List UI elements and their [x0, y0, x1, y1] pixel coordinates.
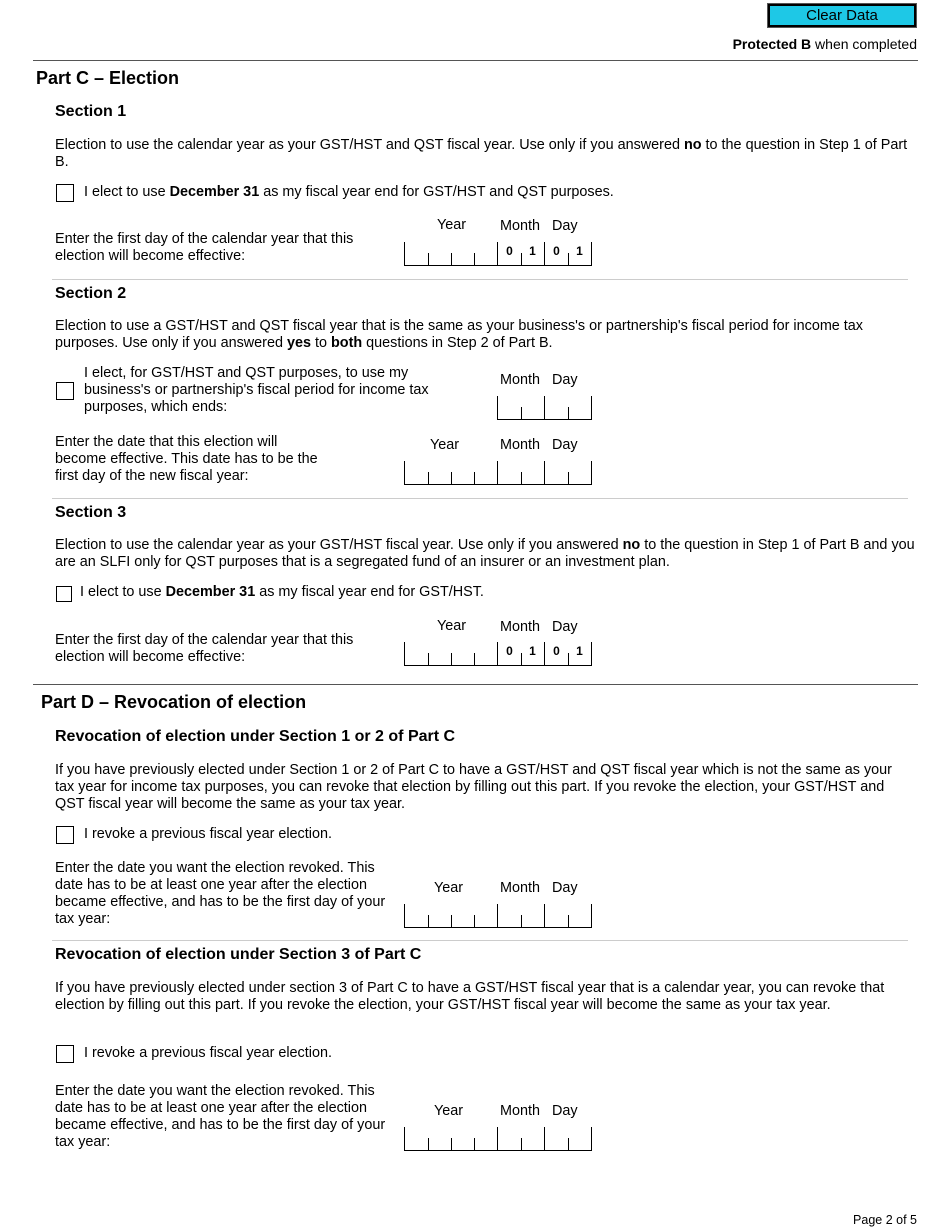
section-3-checkbox[interactable] [56, 586, 72, 602]
year-digit[interactable] [474, 904, 497, 927]
text: to the question in Step 1 of Part B and you are an SLFI only for QST purposes that is a segregated fund of an insurer or an investment plan. [55, 537, 915, 570]
year-digit[interactable] [428, 1127, 451, 1150]
month-cells [497, 904, 544, 927]
day-digit: 0 [553, 243, 560, 258]
section-1-title: Section 1 [55, 103, 127, 120]
year-digit[interactable] [474, 461, 497, 484]
year-digit[interactable] [474, 642, 497, 665]
protected-notice [733, 36, 917, 52]
text-bold: yes [286, 335, 311, 351]
section-3-checkbox-label [80, 584, 484, 601]
revocation-2-description: If you have previously elected under section 3 of Part C to have a GST/HST fiscal year that is a calendar year, you can revoke that election by filling out this part. If you revoke the election, your GST/HST fiscal year will become the same as your tax year. [55, 980, 885, 1013]
day-digit[interactable] [568, 396, 591, 419]
month-digit[interactable] [498, 461, 521, 484]
section-1-effective-date-field[interactable] [404, 242, 592, 266]
day-digit[interactable] [545, 904, 568, 927]
day-cells [544, 396, 591, 419]
month-digit: 1 [521, 242, 544, 265]
section-2-fiscal-end-field[interactable] [497, 396, 592, 420]
divider [52, 279, 908, 280]
section-1-checkbox-label [84, 184, 614, 201]
day-digit[interactable] [545, 396, 568, 419]
part-c-title: Part C – Election [36, 68, 180, 88]
day-digit[interactable] [568, 904, 591, 927]
text: as my fiscal year end for GST/HST and QST purposes. [259, 184, 614, 200]
month-digit[interactable] [498, 904, 521, 927]
text-bold: December 31 [169, 184, 260, 200]
text: as my fiscal year end for GST/HST. [255, 584, 484, 600]
month-header: Month [500, 218, 540, 234]
year-digit[interactable] [405, 242, 428, 265]
text-bold: no [683, 137, 702, 153]
section-2-effective-date-field[interactable] [404, 461, 592, 485]
protected-suffix: when completed [811, 36, 917, 52]
section-1-date-label: Enter the first day of the calendar year that this election will become effective: [55, 231, 354, 264]
section-3-date-label: Enter the first day of the calendar year that this election will become effective: [55, 632, 354, 665]
month-cells [497, 242, 544, 265]
revocation-2-date-label: Enter the date you want the election revoked. This date has to be at least one year after the election became effective, and has to be the first day of your tax year: [55, 1083, 386, 1150]
text-bold: no [622, 537, 641, 553]
revocation-1-checkbox-label: I revoke a previous fiscal year election. [84, 826, 332, 842]
month-digit: 1 [521, 642, 544, 665]
day-digit[interactable] [568, 461, 591, 484]
year-digit[interactable] [451, 1127, 474, 1150]
text: I elect to use [80, 584, 166, 600]
year-digit[interactable] [405, 904, 428, 927]
month-digit: 0 [506, 243, 513, 258]
month-digit[interactable] [521, 396, 544, 419]
section-1-description [55, 137, 915, 171]
day-cells [544, 242, 591, 265]
day-cells [544, 1127, 591, 1150]
day-digit: 1 [568, 242, 591, 265]
year-digit[interactable] [405, 642, 428, 665]
text-bold: December 31 [165, 584, 256, 600]
day-cells [544, 904, 591, 927]
part-d-title: Part D – Revocation of election [41, 692, 307, 712]
month-cells [498, 396, 544, 419]
year-cells [405, 461, 497, 484]
revocation-2-date-field[interactable] [404, 1127, 592, 1151]
section-1-checkbox[interactable] [56, 184, 74, 202]
divider [33, 684, 918, 685]
day-digit[interactable] [568, 1127, 591, 1150]
divider [52, 940, 908, 941]
year-cells [405, 242, 497, 265]
year-digit[interactable] [428, 642, 451, 665]
day-cells [544, 461, 591, 484]
month-digit[interactable] [498, 396, 521, 419]
year-digit[interactable] [405, 1127, 428, 1150]
section-3-description [55, 537, 915, 571]
section-2-checkbox-label: I elect, for GST/HST and QST purposes, to use my business's or partnership's fiscal period for income tax purposes, which ends: [84, 365, 429, 415]
day-header: Day [552, 1103, 578, 1119]
revocation-1-checkbox[interactable] [56, 826, 74, 844]
day-digit[interactable] [545, 1127, 568, 1150]
text: Election to use the calendar year as your GST/HST and QST fiscal year. Use only if you answered [55, 137, 684, 153]
day-header: Day [552, 218, 578, 234]
section-3-effective-date-field[interactable] [404, 642, 592, 666]
year-header: Year [437, 618, 467, 634]
revocation-2-checkbox-label: I revoke a previous fiscal year election. [84, 1045, 332, 1061]
month-cells [497, 642, 544, 665]
text: to the question in Step 1 of Part B. [55, 137, 908, 170]
protected-level: Protected B [732, 36, 812, 52]
day-digit: 0 [553, 643, 560, 658]
year-digit[interactable] [405, 461, 428, 484]
year-cells [405, 1127, 497, 1150]
year-digit[interactable] [451, 242, 474, 265]
year-digit[interactable] [474, 242, 497, 265]
year-header: Year [430, 437, 460, 453]
revocation-1-title: Revocation of election under Section 1 or 2 of Part C [55, 728, 456, 745]
day-header: Day [552, 437, 578, 453]
year-digit[interactable] [474, 1127, 497, 1150]
revocation-1-description: If you have previously elected under Section 1 or 2 of Part C to have a GST/HST and QST fiscal year which is not the same as your tax year for income tax purposes, you can revoke that election by filling out this part. If you revoke the election, your GST/HST and QST fiscal year will become the same as your tax year. [55, 762, 892, 812]
revocation-1-date-field[interactable] [404, 904, 592, 928]
year-digit[interactable] [451, 461, 474, 484]
text: Election to use a GST/HST and QST fiscal year that is the same as your business's or partnership's fiscal period for income tax purposes. Use only if you answered [55, 318, 864, 351]
year-digit[interactable] [451, 904, 474, 927]
month-digit[interactable] [521, 1127, 544, 1150]
day-digit[interactable] [545, 461, 568, 484]
year-header: Year [434, 1103, 464, 1119]
day-header: Day [552, 880, 578, 896]
divider [52, 498, 908, 499]
section-3-title: Section 3 [55, 504, 127, 521]
day-cells [544, 642, 591, 665]
text: questions in Step 2 of Part B. [362, 335, 553, 351]
text: Election to use the calendar year as your GST/HST fiscal year. Use only if you answered [55, 537, 623, 553]
section-2-date-label: Enter the date that this election will become effective. This date has to be the first day of the new fiscal year: [55, 434, 318, 484]
month-cells [497, 1127, 544, 1150]
year-cells [405, 642, 497, 665]
year-digit[interactable] [451, 642, 474, 665]
day-digit: 1 [568, 642, 591, 665]
section-2-description [55, 318, 915, 352]
year-header: Year [437, 217, 467, 233]
month-cells [497, 461, 544, 484]
revocation-1-date-label: Enter the date you want the election revoked. This date has to be at least one year after the election became effective, and has to be the first day of your tax year: [55, 860, 386, 927]
month-digit[interactable] [521, 904, 544, 927]
divider [33, 60, 918, 61]
month-header: Month [500, 437, 540, 453]
month-header: Month [500, 1103, 540, 1119]
month-header: Month [500, 372, 540, 388]
month-header: Month [500, 619, 540, 635]
year-digit[interactable] [428, 461, 451, 484]
year-header: Year [434, 880, 464, 896]
revocation-2-title: Revocation of election under Section 3 of Part C [55, 946, 422, 963]
month-header: Month [500, 880, 540, 896]
text: I elect to use [84, 184, 170, 200]
month-digit[interactable] [521, 461, 544, 484]
year-cells [405, 904, 497, 927]
section-2-title: Section 2 [55, 285, 127, 302]
day-header: Day [552, 619, 578, 635]
revocation-2-checkbox[interactable] [56, 1045, 74, 1063]
month-digit: 0 [506, 643, 513, 658]
section-2-checkbox[interactable] [56, 382, 74, 400]
day-header: Day [552, 372, 578, 388]
page-number: Page 2 of 5 [853, 1213, 917, 1227]
text: to [311, 335, 331, 351]
month-digit[interactable] [498, 1127, 521, 1150]
year-digit[interactable] [428, 904, 451, 927]
clear-data-button[interactable]: Clear Data [768, 4, 916, 27]
text-bold: both [331, 335, 363, 351]
year-digit[interactable] [428, 242, 451, 265]
